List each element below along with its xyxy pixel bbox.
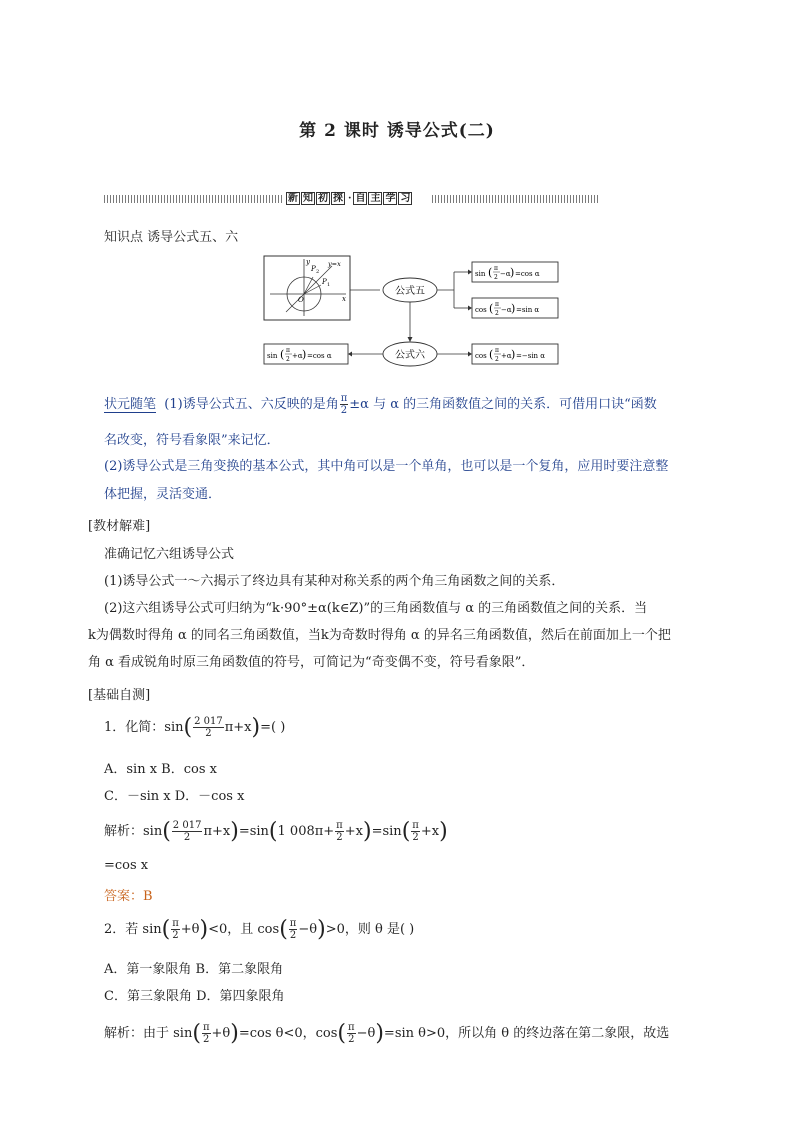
svg-text:): ) — [510, 266, 515, 279]
svg-text:=sin α: =sin α — [516, 306, 540, 314]
badge-char: 初 — [318, 193, 328, 204]
fraction-pi-over-2: $\frac{\pi}{2}$ — [340, 393, 348, 416]
note-tag: 状元随笔 — [104, 397, 157, 412]
svg-text:=−sin α: =−sin α — [516, 352, 546, 360]
note-line-2: 名改变，符号看象限”来记忆． — [104, 433, 280, 448]
selftest-heading: [基础自测] — [88, 688, 151, 703]
fraction: $\frac{2 017}{2}$ — [194, 716, 223, 739]
textbook-p2-line2: k为偶数时得角 α 的同名三角函数值，当k为奇数时得角 α 的异名三角函数值，然后在前面加上一个把 — [88, 628, 671, 643]
svg-text:+α: +α — [501, 352, 512, 360]
svg-text:(: ( — [489, 348, 494, 361]
svg-text:+α: +α — [292, 352, 303, 360]
note-line-1 — [104, 393, 657, 416]
svg-text:(: ( — [489, 302, 494, 315]
textbook-p1: (1)诱导公式一～六揭示了终边具有某种对称关系的两个角三角函数之间的关系． — [104, 574, 565, 589]
p2-subscript: 2 — [316, 269, 320, 275]
svg-text:): ) — [302, 348, 307, 361]
svg-text:π: π — [286, 347, 290, 354]
p2-label: P — [311, 265, 316, 273]
q1-options-ab: A．sin x B．cos x — [104, 762, 217, 777]
y-axis-label: y — [306, 258, 310, 266]
badge-char: 主 — [370, 193, 381, 204]
textbook-p2-line3: 角 α 看成锐角时原三角函数值的符号，可简记为“奇变偶不变，符号看象限”． — [88, 655, 535, 670]
q2-solution: 解析：由于 sin( $\frac{\pi}{2}$ +θ)=cos θ<0，cos( $\frac{\pi}{2}$ −θ)=sin θ>0，所以角 θ 的终边落在第二象限，故选 — [104, 1021, 670, 1046]
section-badge — [284, 192, 415, 205]
badge-char: 探 — [333, 193, 343, 204]
formula-diagram — [262, 254, 562, 372]
svg-text:π: π — [495, 301, 499, 308]
svg-text:): ) — [511, 302, 516, 315]
note-text: (1)诱导公式五、六反映的是角 — [164, 397, 339, 412]
badge-char: 习 — [400, 193, 411, 204]
formula-five-label: 公式五 — [395, 286, 425, 297]
q1-text: =( ) — [260, 720, 286, 735]
band-stripe-right — [432, 195, 598, 203]
svg-text:π: π — [494, 265, 498, 272]
question-2: 2．若 sin( $\frac{\pi}{2}$ +θ)<0，且 cos( $\frac{\pi}{2}$ −θ)>0，则 θ 是( ) — [104, 917, 415, 942]
note-line-3: (2)诱导公式是三角变换的基本公式，其中角可以是一个单角，也可以是一个复角，应用时要注意整 — [104, 459, 669, 474]
textbook-p2-line1: (2)这六组诱导公式可归纳为“k·90°±α(k∈Z)”的三角函数值与 α 的三角函数值之间的关系．当 — [104, 601, 648, 616]
p1-subscript: 1 — [327, 282, 331, 288]
q1-answer: 答案：B — [104, 889, 153, 904]
q1-solution: 解析：sin( $\frac{2 017}{2}$ π+x)=sin(1 008π+ $\frac{\pi}{2}$ +x)=sin( $\frac{\pi}{2}$ +x) — [104, 819, 448, 844]
origin-label: O — [298, 296, 304, 304]
question-1: 1．化简：sin( $\frac{2 017}{2}$ π+x)=( ) — [104, 715, 286, 740]
q2-options-cd: C．第三象限角 D．第四象限角 — [104, 989, 285, 1004]
svg-text:(: ( — [488, 266, 493, 279]
svg-text:π: π — [495, 347, 499, 354]
svg-text:2: 2 — [495, 356, 499, 363]
p1-label: P — [322, 278, 327, 286]
q1-solution-2: =cos x — [104, 858, 149, 873]
badge-char: 自 — [355, 193, 366, 204]
section-band — [104, 193, 598, 206]
page-title: 第 2 课时 诱导公式(二) — [299, 121, 495, 141]
q2-options-ab: A．第一象限角 B．第二象限角 — [104, 962, 284, 977]
line-label: y=x — [328, 260, 341, 268]
badge-char: 知 — [303, 193, 313, 204]
badge-char: 新 — [288, 193, 298, 204]
svg-text:=cos α: =cos α — [515, 270, 540, 278]
svg-text:−α: −α — [501, 306, 512, 314]
svg-text:): ) — [511, 348, 516, 361]
knowledge-point-heading: 知识点 诱导公式五、六 — [104, 230, 239, 245]
svg-text:−α: −α — [500, 270, 511, 278]
box1-left: sin — [475, 270, 486, 278]
q1-text: π+x — [224, 720, 252, 735]
svg-text:cos: cos — [475, 306, 487, 314]
textbook-subheading: 准确记忆六组诱导公式 — [104, 547, 235, 562]
note-line-4: 体把握，灵活变通． — [104, 487, 222, 502]
note-text: ±α 与 α 的三角函数值之间的关系．可借用口诀“函数 — [349, 397, 657, 412]
svg-text:2: 2 — [494, 274, 498, 281]
textbook-heading: [教材解难] — [88, 519, 151, 534]
svg-text:sin: sin — [267, 352, 278, 360]
badge-dot: · — [348, 193, 352, 204]
x-axis-label: x — [342, 295, 346, 303]
formula-six-label: 公式六 — [395, 350, 425, 361]
svg-text:(: ( — [280, 348, 285, 361]
svg-text:cos: cos — [475, 352, 487, 360]
q1-options-cd: C．－sin x D．－cos x — [104, 789, 245, 804]
svg-text:2: 2 — [495, 310, 499, 317]
badge-char: 学 — [385, 193, 396, 204]
svg-text:2: 2 — [286, 356, 290, 363]
band-stripe-left — [104, 195, 282, 203]
q1-text: 1．化简：sin — [104, 720, 184, 735]
svg-text:=cos α: =cos α — [307, 352, 332, 360]
